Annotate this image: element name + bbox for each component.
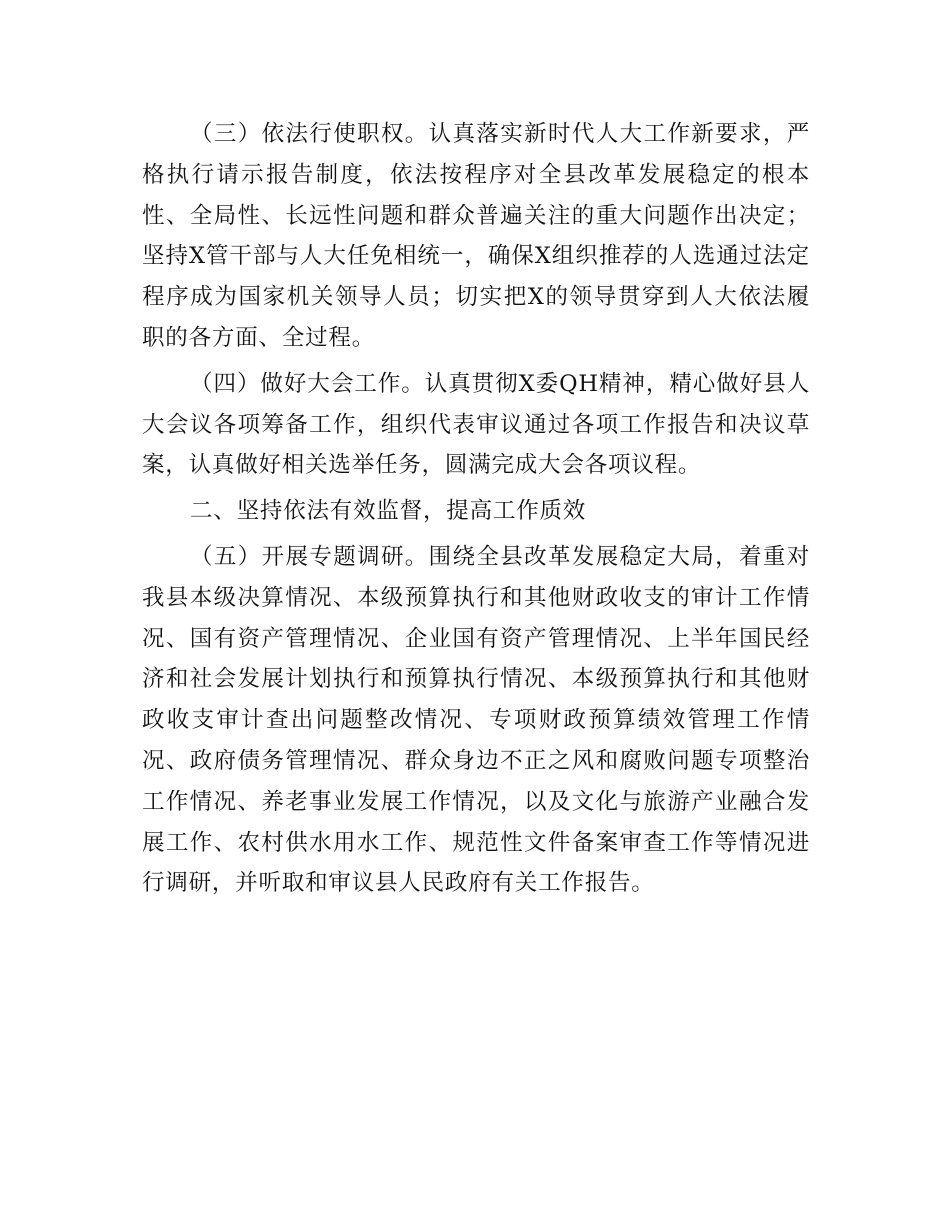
document-body (142, 114, 810, 909)
section-heading-2: 二、坚持依法有效监督，提高工作质效 (190, 498, 587, 525)
paragraph-section-3: （三）依法行使职权。认真落实新时代人大工作新要求，严格执行请示报告制度，依法按程序对全县改革发展稳定的根本性、全局性、长远性问题和群众普遍关注的重大问题作出决定；坚持X管干部与人大任免相统一，确保X组织推荐的人选通过法定程序成为国家机关领导人员；切实把X的领导贯穿到人大依法履职的各方面、全过程。 (142, 121, 810, 351)
paragraph-section-5: （五）开展专题调研。围绕全县改革发展稳定大局，着重对我县本级决算情况、本级预算执行和其他财政收支的审计工作情况、国有资产管理情况、企业国有资产管理情况、上半年国民经济和社会发展计划执行和预算执行情况、本级预算执行和其他财政收支审计查出问题整改情况、专项财政预算绩效管理工作情况、政府债务管理情况、群众身边不正之风和腐败问题专项整治工作情况、养老事业发展工作情况，以及文化与旅游产业融合发展工作、农村供水用水工作、规范性文件备案审查工作等情况进行调研，并听取和审议县人民政府有关工作报告。 (142, 543, 810, 897)
paragraph-section-4: （四）做好大会工作。认真贯彻X委QH精神，精心做好县人大会议各项筹备工作，组织代表审议通过各项工作报告和决议草案，认真做好相关选举任务，圆满完成大会各项议程。 (142, 370, 810, 479)
